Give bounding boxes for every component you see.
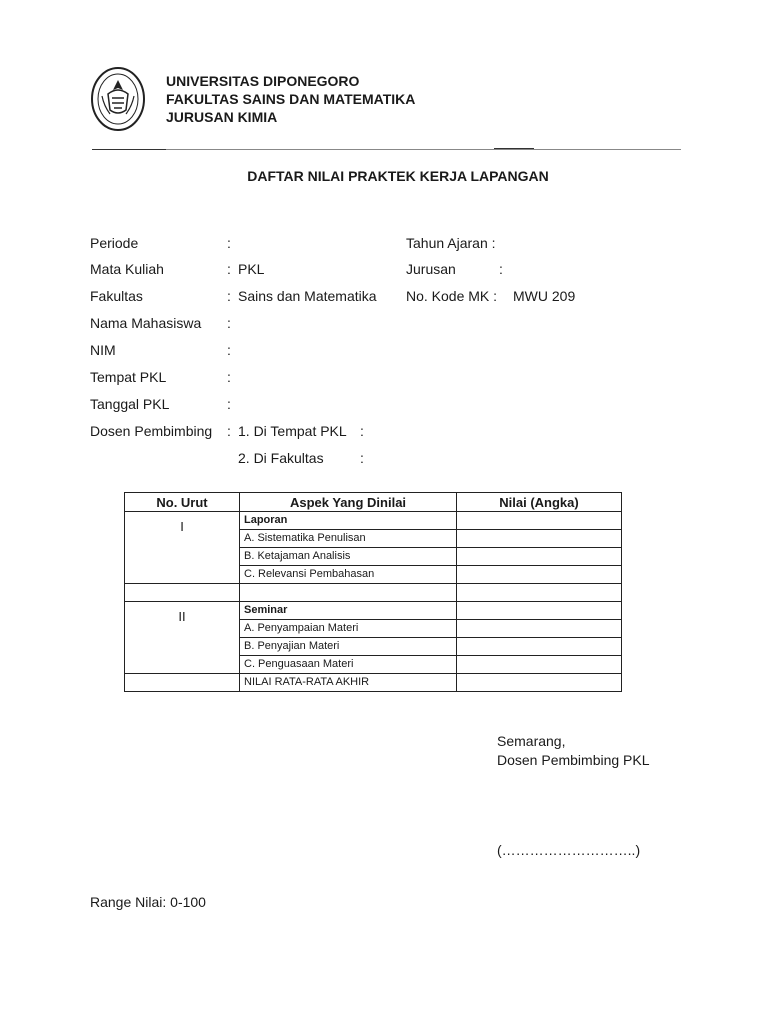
col-header-aspek: Aspek Yang Dinilai bbox=[240, 493, 457, 512]
faculty-name: FAKULTAS SAINS DAN MATEMATIKA bbox=[166, 91, 416, 107]
score-cell[interactable] bbox=[457, 530, 622, 548]
colon: : bbox=[227, 342, 231, 358]
tahun-ajaran-label: Tahun Ajaran : bbox=[406, 235, 496, 251]
signature-blank: (………………………..) bbox=[497, 842, 641, 858]
colon: : bbox=[360, 450, 364, 466]
table-row bbox=[125, 512, 622, 530]
aspect-item: C. Relevansi Pembahasan bbox=[240, 566, 457, 584]
empty-cell bbox=[125, 674, 240, 692]
col-header-no: No. Urut bbox=[125, 493, 240, 512]
mata-kuliah-value: PKL bbox=[238, 261, 265, 277]
aspect-item: B. Penyajian Materi bbox=[240, 638, 457, 656]
score-cell[interactable] bbox=[457, 548, 622, 566]
empty-cell bbox=[125, 584, 240, 602]
dosen-label: Dosen Pembimbing bbox=[90, 423, 213, 439]
table-header-row bbox=[125, 493, 622, 512]
university-name: UNIVERSITAS DIPONEGORO bbox=[166, 73, 360, 89]
tempat-label: Tempat PKL bbox=[90, 369, 167, 385]
group-title: Laporan bbox=[240, 512, 457, 530]
tanggal-label: Tanggal PKL bbox=[90, 396, 170, 412]
header-rule-right bbox=[166, 149, 681, 150]
group-number: II bbox=[125, 602, 240, 674]
score-cell[interactable] bbox=[457, 620, 622, 638]
colon: : bbox=[227, 288, 231, 304]
header-rule-left bbox=[92, 149, 166, 150]
table-row bbox=[125, 674, 622, 692]
fakultas-label: Fakultas bbox=[90, 288, 143, 304]
range-note: Range Nilai: 0-100 bbox=[90, 894, 206, 910]
dosen-tempat-label: 1. Di Tempat PKL bbox=[238, 423, 347, 439]
department-name: JURUSAN KIMIA bbox=[166, 109, 278, 125]
fakultas-value: Sains dan Matematika bbox=[238, 288, 377, 304]
institution-header bbox=[166, 72, 415, 126]
colon: : bbox=[360, 423, 364, 439]
university-logo bbox=[90, 66, 146, 132]
empty-cell bbox=[457, 584, 622, 602]
dosen-fakultas-label: 2. Di Fakultas bbox=[238, 450, 324, 466]
colon: : bbox=[227, 235, 231, 251]
aspect-item: A. Sistematika Penulisan bbox=[240, 530, 457, 548]
col-header-nilai: Nilai (Angka) bbox=[457, 493, 622, 512]
grade-table bbox=[124, 492, 622, 692]
colon: : bbox=[227, 315, 231, 331]
table-row bbox=[125, 602, 622, 620]
header-rule-accent bbox=[494, 148, 534, 149]
aspect-item: A. Penyampaian Materi bbox=[240, 620, 457, 638]
nim-label: NIM bbox=[90, 342, 116, 358]
periode-label: Periode bbox=[90, 235, 139, 251]
final-average-label: NILAI RATA-RATA AKHIR bbox=[240, 674, 457, 692]
kode-mk-value: MWU 209 bbox=[513, 288, 576, 304]
score-cell[interactable] bbox=[457, 566, 622, 584]
mata-kuliah-label: Mata Kuliah bbox=[90, 261, 164, 277]
document-title: DAFTAR NILAI PRAKTEK KERJA LAPANGAN bbox=[247, 168, 549, 184]
kode-mk-label: No. Kode MK : bbox=[406, 288, 498, 304]
empty-cell bbox=[240, 584, 457, 602]
nama-label: Nama Mahasiswa bbox=[90, 315, 202, 331]
signature-place: Semarang, bbox=[497, 733, 566, 749]
colon: : bbox=[227, 396, 231, 412]
colon: : bbox=[227, 423, 231, 439]
score-cell[interactable] bbox=[457, 602, 622, 620]
score-cell[interactable] bbox=[457, 638, 622, 656]
colon: : bbox=[499, 261, 503, 277]
colon: : bbox=[227, 369, 231, 385]
group-title: Seminar bbox=[240, 602, 457, 620]
colon: : bbox=[227, 261, 231, 277]
score-cell[interactable] bbox=[457, 674, 622, 692]
jurusan-label: Jurusan bbox=[406, 261, 456, 277]
group-number: I bbox=[125, 512, 240, 584]
aspect-item: B. Ketajaman Analisis bbox=[240, 548, 457, 566]
aspect-item: C. Penguasaan Materi bbox=[240, 656, 457, 674]
score-cell[interactable] bbox=[457, 656, 622, 674]
score-cell[interactable] bbox=[457, 512, 622, 530]
table-spacer-row bbox=[125, 584, 622, 602]
signature-role: Dosen Pembimbing PKL bbox=[497, 752, 650, 768]
